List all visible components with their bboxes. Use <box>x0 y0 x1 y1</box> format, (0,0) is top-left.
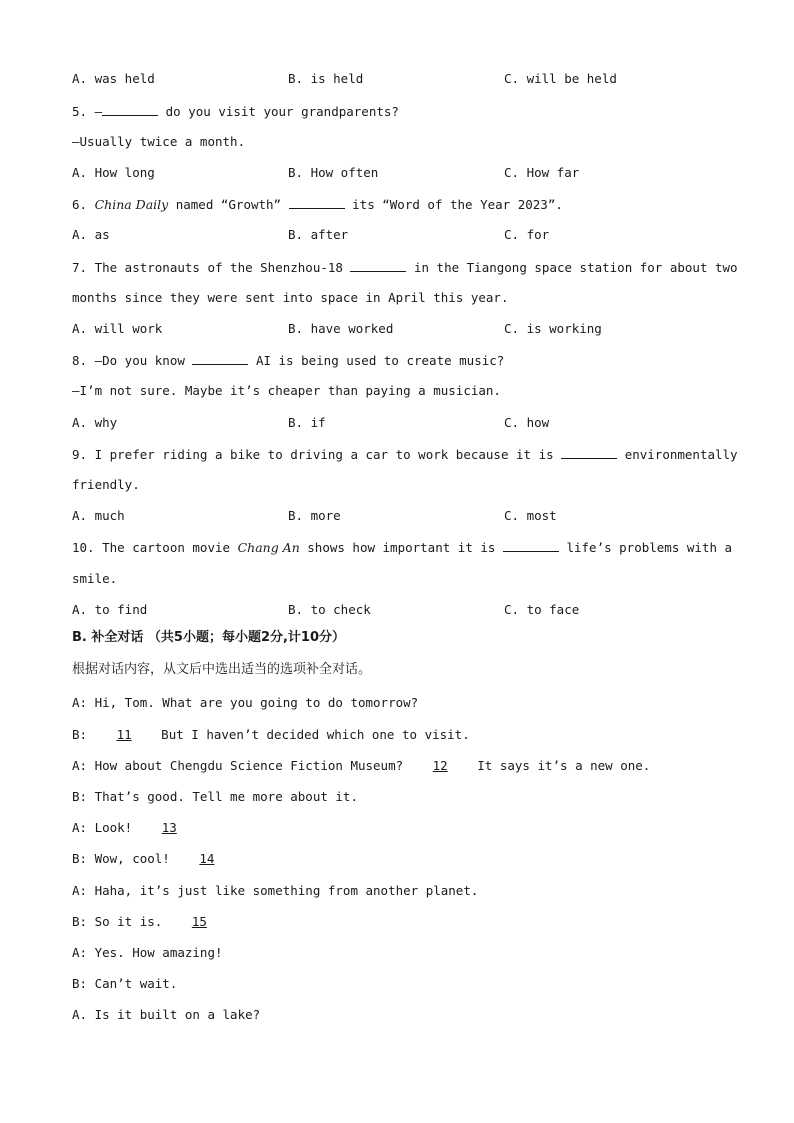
q6-stem: 6. China Daily named “Growth” its “Word of the Year 2023”. <box>72 197 563 212</box>
q5-stem: 5. — do you visit your grandparents? <box>72 104 399 119</box>
answer-blank <box>350 259 406 272</box>
dialogue-line: B: Wow, cool! 14 <box>72 851 236 867</box>
section-b-heading: B. 补全对话 （共5小题；每小题2分,计10分） <box>72 630 346 645</box>
newspaper-title: China Daily <box>94 197 169 212</box>
dialogue-blank-12: 12 <box>432 758 448 773</box>
dialogue-line: B: So it is. 15 <box>72 914 229 930</box>
dialogue-line: B: Can’t wait. <box>72 976 178 991</box>
q6-option-b: B. after <box>288 227 349 242</box>
dialogue-option-a: A. Is it built on a lake? <box>72 1007 261 1022</box>
dialogue-blank-15: 15 <box>191 914 207 929</box>
q7-option-b: B. have worked <box>288 321 394 336</box>
q8-option-c: C. how <box>504 415 550 430</box>
q9-option-c: C. most <box>504 508 557 523</box>
q9-stem: 9. I prefer riding a bike to driving a car to work because it is environmentally <box>72 447 738 462</box>
q9-stem-line2: friendly. <box>72 477 140 492</box>
dialogue-line: A: Hi, Tom. What are you going to do tomorrow? <box>72 695 419 710</box>
q8-option-b: B. if <box>288 415 326 430</box>
q4-option-c: C. will be held <box>504 71 617 86</box>
q5-reply: —Usually twice a month. <box>72 134 246 149</box>
q5-option-b: B. How often <box>288 165 379 180</box>
q10-option-c: C. to face <box>504 602 580 617</box>
q9-option-a: A. much <box>72 508 125 523</box>
q5-option-c: C. How far <box>504 165 580 180</box>
q9-option-b: B. more <box>288 508 341 523</box>
answer-blank <box>102 103 158 116</box>
q10-stem: 10. The cartoon movie Chang An shows how important it is life’s problems with a <box>72 540 733 555</box>
q5-option-a: A. How long <box>72 165 155 180</box>
q8-option-a: A. why <box>72 415 118 430</box>
dialogue-blank-13: 13 <box>161 820 177 835</box>
q6-option-a: A. as <box>72 227 110 242</box>
q6-option-c: C. for <box>504 227 550 242</box>
dialogue-line: B: 11 But I haven’t decided which one to visit. <box>72 727 470 742</box>
q4-option-a: A. was held <box>72 71 155 86</box>
movie-title: Chang An <box>237 540 300 555</box>
dialogue-line: A: Look! 13 <box>72 820 199 836</box>
q8-reply: —I’m not sure. Maybe it’s cheaper than paying a musician. <box>72 383 501 398</box>
dialogue-blank-11: 11 <box>116 727 132 742</box>
dialogue-line: A: How about Chengdu Science Fiction Museum? 12 It says it’s a new one. <box>72 758 651 773</box>
q7-stem: 7. The astronauts of the Shenzhou-18 in the Tiangong space station for about two <box>72 260 738 275</box>
q10-option-a: A. to find <box>72 602 148 617</box>
q7-stem-line2: months since they were sent into space in April this year. <box>72 290 509 305</box>
answer-blank <box>289 196 345 209</box>
dialogue-blank-14: 14 <box>199 851 215 866</box>
q8-stem: 8. —Do you know AI is being used to create music? <box>72 353 505 368</box>
q10-option-b: B. to check <box>288 602 371 617</box>
answer-blank <box>192 352 248 365</box>
q10-stem-line2: smile. <box>72 571 118 586</box>
q7-option-a: A. will work <box>72 321 163 336</box>
q7-option-c: C. is working <box>504 321 602 336</box>
q4-option-b: B. is held <box>288 71 364 86</box>
answer-blank <box>503 539 559 552</box>
answer-blank <box>561 446 617 459</box>
section-b-instruction: 根据对话内容，从文后中选出适当的选项补全对话。 <box>72 662 372 677</box>
dialogue-line: A: Haha, it’s just like something from another planet. <box>72 883 479 898</box>
dialogue-line: A: Yes. How amazing! <box>72 945 223 960</box>
dialogue-line: B: That’s good. Tell me more about it. <box>72 789 358 804</box>
